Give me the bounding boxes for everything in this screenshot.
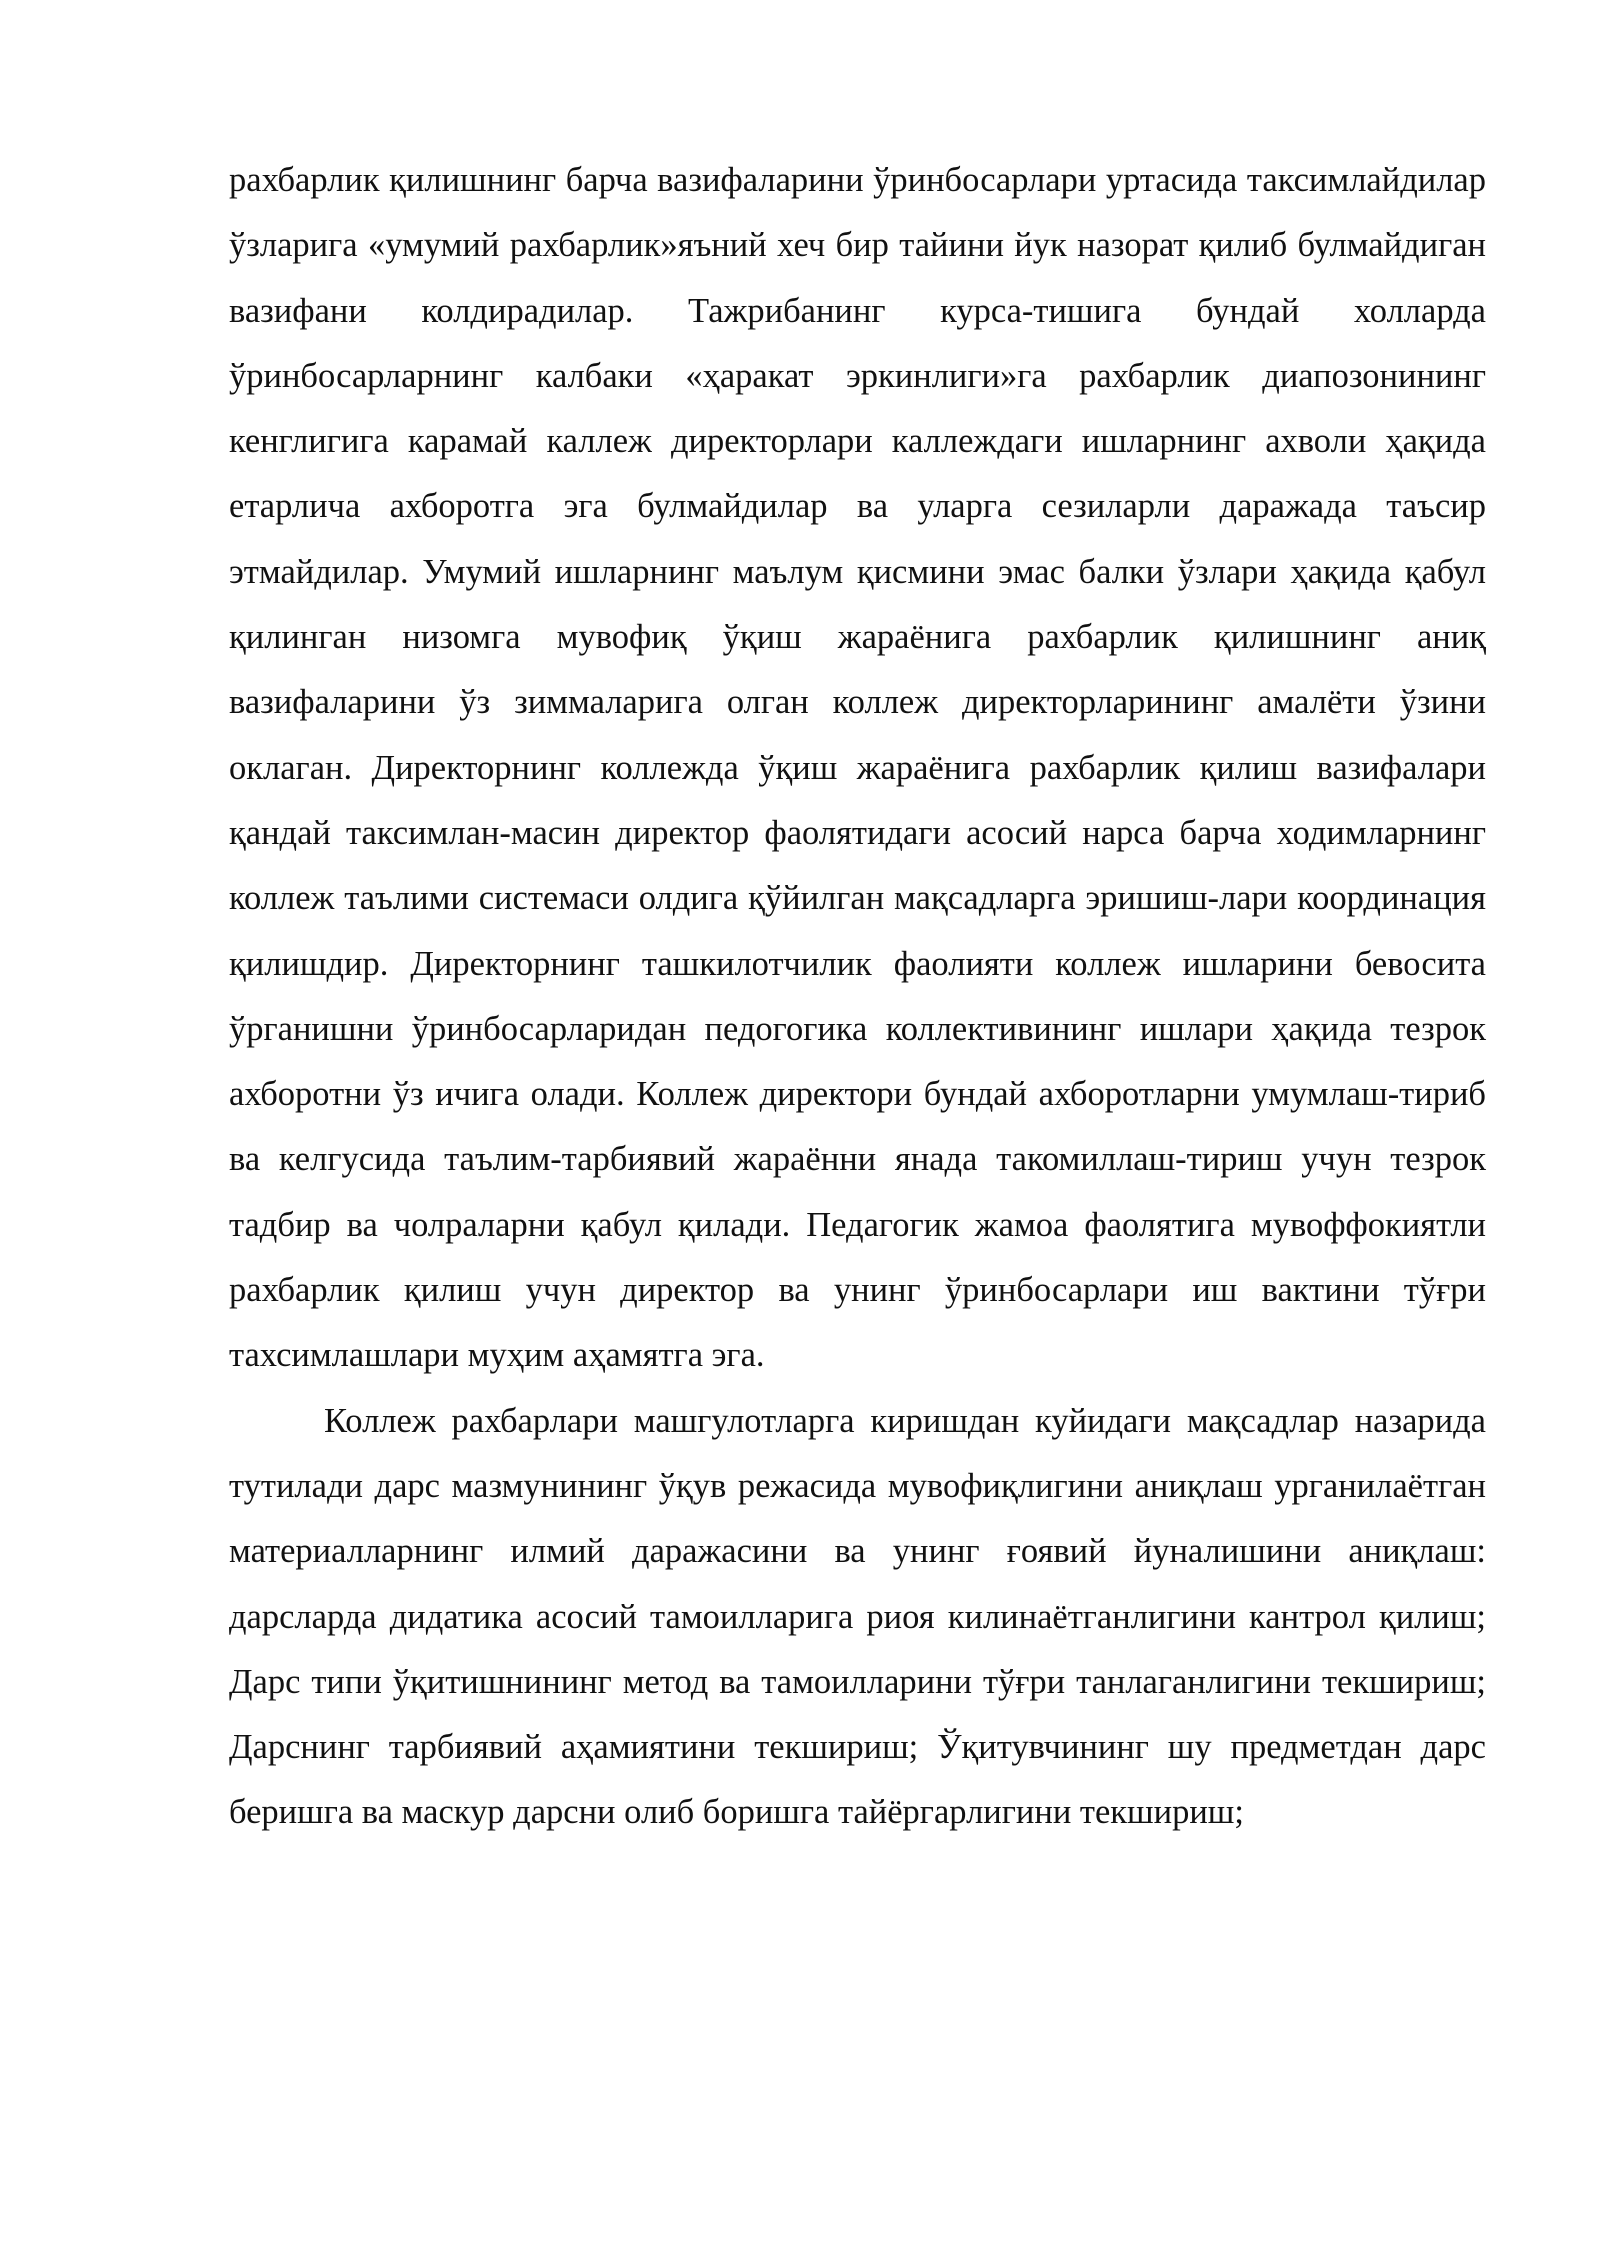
document-page [229, 148, 1486, 1846]
paragraph-2: Коллеж рахбарлари машгулотларга киришдан куйидаги мақсадлар назарида тутилади дарс мазмунининг ўқув режасида мувофиқлигини аниқлаш урганилаётган материалларнинг илмий даражасини ва унинг ғоявий йуналишини аниқлаш: дарсларда дидатика асосий тамоилларига риоя килинаётганлигини кантрол қилиш; Дарс типи ўқитишнининг метод ва тамоилларини тўғри танлаганлигини текшириш; Дарснинг тарбиявий аҳамиятини текшириш; Ўқитувчининг шу предметдан дарс беришга ва маскур дарсни олиб боришга тайёргарлигини текшириш; [229, 1401, 1486, 1832]
paragraph-1: рахбарлик қилишнинг барча вазифаларини ўринбосарлари уртасида таксимлайдилар ўзларига «умумий рахбарлик»яъний хеч бир тайини йук назорат қилиб булмайдиган вазифани колдирадилар. Тажрибанинг курса-тишига бундай холларда ўринбосарларнинг калбаки «ҳаракат эркинлиги»га рахбарлик диапозонининг кенглигига карамай каллеж директорлари каллеждаги ишларнинг ахволи ҳақида етарлича ахборотга эга булмайдилар ва уларга сезиларли даражада таъсир этмайдилар. Умумий ишларнинг маълум қисмини эмас балки ўзлари ҳақида қабул қилинган низомга мувофиқ ўқиш жараёнига рахбарлик қилишнинг аниқ вазифаларини ўз зиммаларига олган коллеж директорларининг амалёти ўзини оклаган. Директорнинг коллежда ўқиш жараёнига рахбарлик қилиш вазифалари қандай таксимлан-масин директор фаолятидаги асосий нарса барча ходимларнинг коллеж таълими системаси олдига қўйилган мақсадларга эришиш-лари координация қилишдир. Директорнинг ташкилотчилик фаолияти коллеж ишларини бевосита ўрганишни ўринбосарларидан педогогика коллективининг ишлари ҳақида тезрок ахборотни ўз ичига олади. Коллеж директори бундай ахборотларни умумлаш-тириб ва келгусида таълим-тарбиявий жараённи янада такомиллаш-тириш учун тезрок тадбир ва чолраларни қабул қилади. Педагогик жамоа фаолятига мувоффокиятли рахбарлик қилиш учун директор ва унинг ўринбосарлари иш вактини тўғри тахсимлашлари муҳим аҳамятга эга. [229, 161, 1486, 1375]
